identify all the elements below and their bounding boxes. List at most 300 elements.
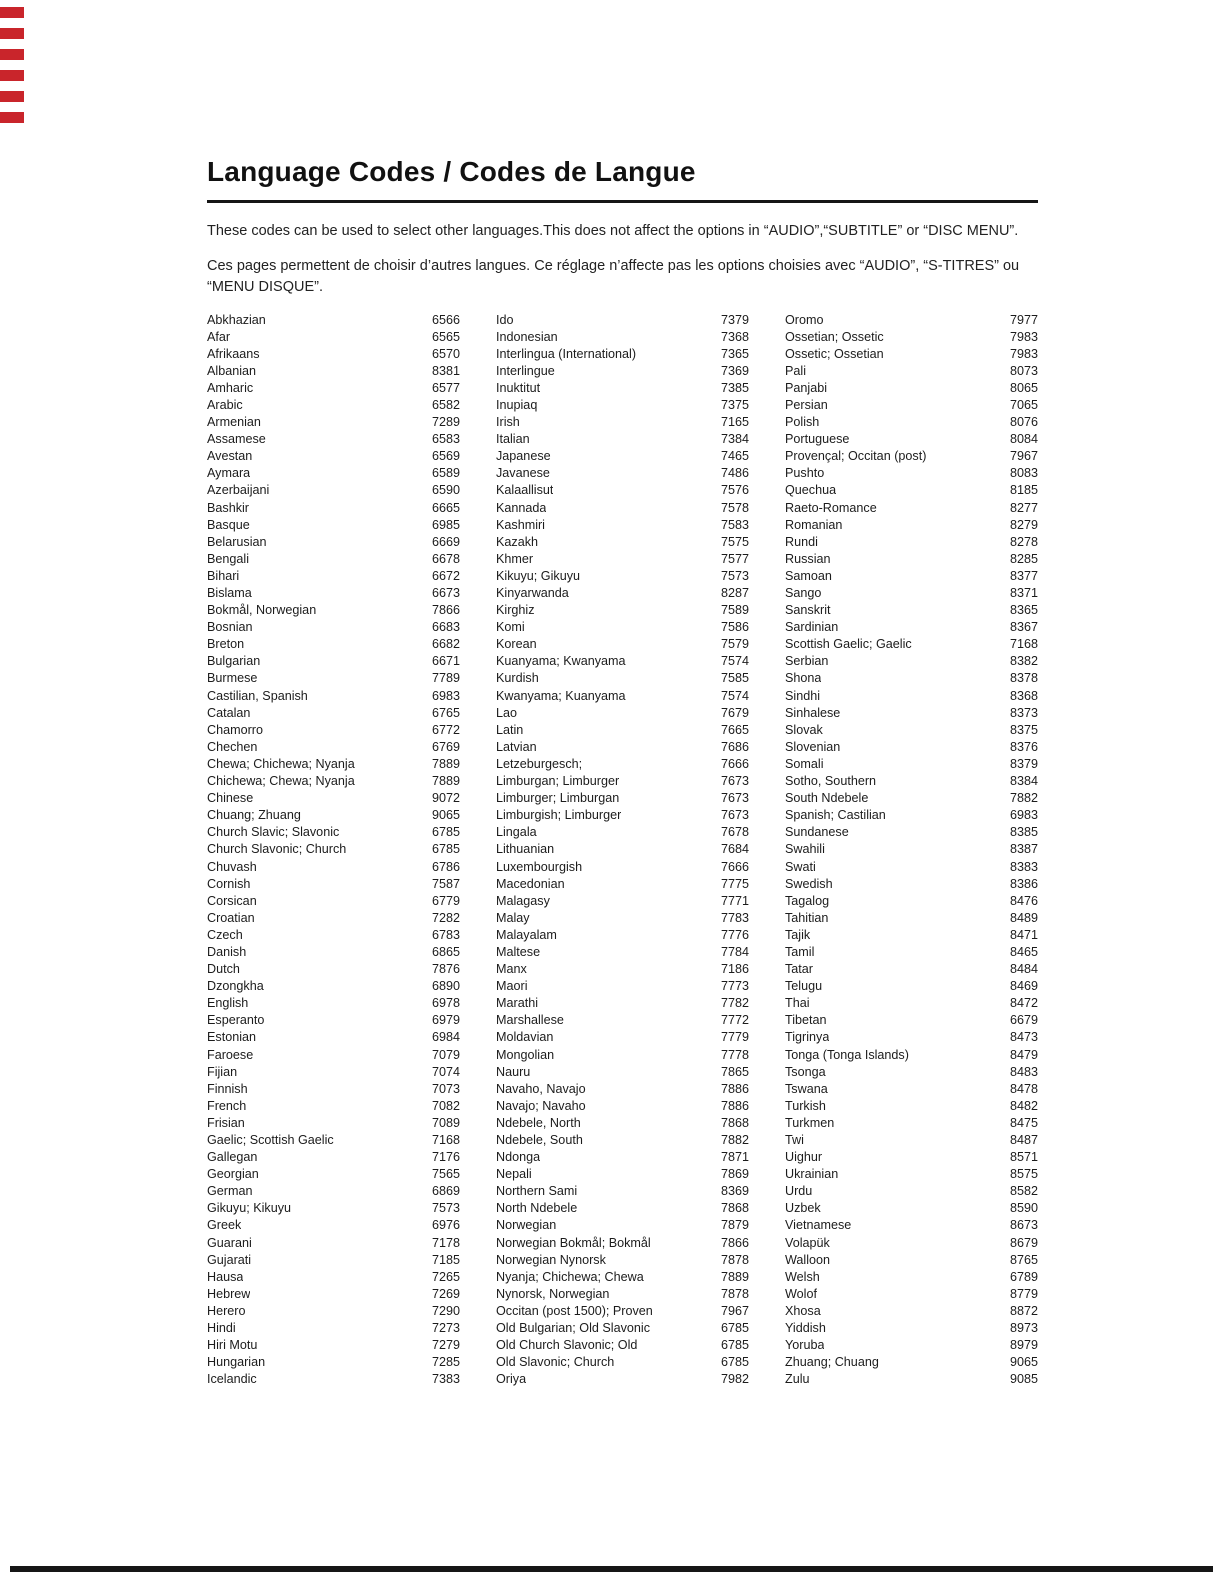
language-row	[496, 1012, 749, 1029]
language-name: Bengali	[207, 551, 250, 566]
language-name: Church Slavonic; Church	[207, 842, 347, 857]
language-row	[785, 927, 1038, 944]
language-row	[207, 995, 460, 1012]
language-code: 6665	[431, 500, 460, 515]
language-name: Breton	[207, 637, 245, 652]
language-row	[785, 978, 1038, 995]
language-name: Uighur	[785, 1150, 823, 1165]
language-name: Nyanja; Chichewa; Chewa	[496, 1269, 644, 1284]
language-name: Shona	[785, 671, 822, 686]
language-name: Marshallese	[496, 1013, 564, 1028]
language-code: 8384	[1009, 774, 1038, 789]
language-code: 8973	[1009, 1321, 1038, 1336]
language-code: 6785	[720, 1355, 749, 1370]
language-name: Limburgan; Limburger	[496, 774, 620, 789]
language-code: 6890	[431, 979, 460, 994]
language-row	[496, 1200, 749, 1217]
language-row	[496, 636, 749, 653]
language-name: Bihari	[207, 568, 240, 583]
language-code: 7882	[720, 1133, 749, 1147]
language-name: Sango	[785, 586, 822, 600]
language-code: 8285	[1009, 551, 1038, 566]
language-code: 6589	[431, 466, 460, 481]
language-name: Chinese	[207, 791, 254, 806]
language-code: 8367	[1009, 620, 1038, 635]
language-row	[207, 1200, 460, 1217]
language-name: Portuguese	[785, 432, 850, 447]
language-code: 7782	[720, 996, 749, 1011]
language-name: Assamese	[207, 432, 266, 447]
language-name: Arabic	[207, 397, 243, 412]
language-row	[785, 773, 1038, 790]
language-row	[496, 448, 749, 465]
language-code: 6769	[431, 739, 460, 754]
language-row	[496, 653, 749, 670]
language-code: 7869	[720, 1167, 749, 1182]
language-row	[207, 1166, 460, 1183]
language-row	[496, 705, 749, 722]
language-name: Twi	[785, 1133, 804, 1147]
language-code: 9065	[431, 808, 460, 823]
language-code: 8471	[1009, 927, 1038, 942]
language-name: Church Slavic; Slavonic	[207, 825, 340, 840]
language-code: 7778	[720, 1047, 749, 1062]
language-row	[496, 1064, 749, 1081]
language-code: 7773	[720, 979, 749, 994]
language-name: Bislama	[207, 586, 252, 600]
language-name: Albanian	[207, 363, 257, 378]
language-row	[207, 517, 460, 534]
language-code: 6683	[431, 620, 460, 635]
language-row	[207, 1252, 460, 1269]
language-code: 8376	[1009, 739, 1038, 754]
language-row	[207, 329, 460, 346]
language-code: 8765	[1009, 1252, 1038, 1267]
language-name: Malayalam	[496, 927, 557, 942]
language-name: Indonesian	[496, 329, 558, 344]
language-name: Latin	[496, 722, 524, 737]
language-code: 6985	[431, 517, 460, 532]
language-name: Armenian	[207, 415, 261, 430]
language-code: 8382	[1009, 654, 1038, 669]
language-name: Tigrinya	[785, 1030, 830, 1045]
language-code: 8378	[1009, 671, 1038, 686]
language-row	[785, 739, 1038, 756]
language-name: Provençal; Occitan (post)	[785, 449, 927, 464]
language-name: Tahitian	[785, 910, 829, 925]
intro-paragraph-fr: Ces pages permettent de choisir d’autres langues. Ce réglage n’affecte pas les options choisies avec “AUDIO”, “S-TITRES” ou “MENU DISQUE”.	[207, 257, 1020, 295]
language-row	[496, 893, 749, 910]
language-row	[496, 1149, 749, 1166]
language-row	[207, 859, 460, 876]
language-name: Zulu	[785, 1372, 810, 1387]
language-code: 7983	[1009, 346, 1038, 361]
language-code: 8065	[1009, 380, 1038, 395]
language-code: 6566	[431, 312, 460, 327]
language-row	[496, 756, 749, 773]
language-code: 7573	[720, 568, 749, 583]
language-name: Czech	[207, 927, 243, 942]
language-name: Javanese	[496, 466, 550, 481]
language-row	[785, 1166, 1038, 1183]
language-name: Slovenian	[785, 739, 841, 754]
language-name: Yoruba	[785, 1338, 825, 1353]
language-name: Nynorsk, Norwegian	[496, 1286, 610, 1301]
language-code: 6671	[431, 654, 460, 669]
language-name: Volapük	[785, 1235, 830, 1250]
language-name: Kirghiz	[496, 603, 535, 618]
language-name: Hausa	[207, 1269, 244, 1284]
language-code: 8083	[1009, 466, 1038, 481]
scan-artifact-mark	[0, 70, 24, 81]
language-code: 6678	[431, 551, 460, 566]
language-name: Northern Sami	[496, 1184, 578, 1199]
language-row	[785, 688, 1038, 705]
language-name: Russian	[785, 551, 831, 566]
language-row	[496, 910, 749, 927]
language-name: Nauru	[496, 1064, 531, 1079]
language-row	[496, 346, 749, 363]
language-code: 7265	[431, 1269, 460, 1284]
language-row	[785, 465, 1038, 482]
language-row	[207, 1269, 460, 1286]
language-row	[496, 1029, 749, 1046]
language-code: 8368	[1009, 688, 1038, 703]
language-code: 9072	[431, 791, 460, 806]
language-row	[785, 705, 1038, 722]
language-row	[207, 1047, 460, 1064]
language-name: Interlingue	[496, 363, 555, 378]
language-name: Swahili	[785, 842, 825, 857]
language-row	[207, 1064, 460, 1081]
language-name: Ndonga	[496, 1150, 541, 1165]
language-name: Hiri Motu	[207, 1338, 258, 1353]
scan-artifact-mark	[0, 49, 24, 60]
language-name: Limburgish; Limburger	[496, 808, 622, 823]
language-name: Abkhazian	[207, 312, 266, 327]
language-code: 6582	[431, 397, 460, 412]
language-name: Kashmiri	[496, 517, 545, 532]
language-name: Komi	[496, 620, 525, 635]
language-code: 7673	[720, 791, 749, 806]
language-code: 6785	[431, 825, 460, 840]
language-row	[207, 1354, 460, 1371]
language-name: Old Church Slavonic; Old	[496, 1338, 638, 1353]
language-code: 7665	[720, 722, 749, 737]
language-row	[496, 978, 749, 995]
language-row	[496, 312, 749, 329]
language-row	[785, 756, 1038, 773]
language-name: Estonian	[207, 1030, 257, 1045]
language-name: Tsonga	[785, 1064, 826, 1079]
language-name: Belarusian	[207, 534, 267, 549]
language-code: 8185	[1009, 483, 1038, 498]
language-name: Japanese	[496, 449, 551, 464]
language-row	[207, 534, 460, 551]
language-name: Moldavian	[496, 1030, 554, 1045]
language-code: 7365	[720, 346, 749, 361]
language-name: Swati	[785, 859, 816, 874]
language-row	[207, 927, 460, 944]
language-name: Bokmål, Norwegian	[207, 603, 317, 618]
language-code: 7684	[720, 842, 749, 857]
language-row	[207, 1149, 460, 1166]
language-code: 7866	[431, 603, 460, 618]
language-name: Samoan	[785, 568, 832, 583]
language-code: 7074	[431, 1064, 460, 1079]
language-row	[207, 380, 460, 397]
language-code: 8779	[1009, 1286, 1038, 1301]
language-code: 6783	[431, 927, 460, 942]
language-row	[496, 1354, 749, 1371]
language-name: Somali	[785, 756, 824, 771]
language-name: Manx	[496, 962, 527, 977]
language-code: 7889	[431, 756, 460, 771]
language-row	[496, 465, 749, 482]
language-row	[207, 346, 460, 363]
language-code: 6590	[431, 483, 460, 498]
language-name: Ossetian; Ossetic	[785, 329, 884, 344]
language-row	[496, 1235, 749, 1252]
language-row	[785, 431, 1038, 448]
language-row	[785, 1320, 1038, 1337]
language-code: 7771	[720, 893, 749, 908]
language-row	[496, 1371, 749, 1388]
language-row	[785, 1012, 1038, 1029]
language-code: 8872	[1009, 1303, 1038, 1318]
language-code: 6779	[431, 893, 460, 908]
language-row	[496, 329, 749, 346]
language-name: Azerbaijani	[207, 483, 270, 498]
language-code: 7585	[720, 671, 749, 686]
language-row	[496, 1303, 749, 1320]
language-code: 8475	[1009, 1115, 1038, 1130]
language-code: 7269	[431, 1286, 460, 1301]
language-row	[785, 1149, 1038, 1166]
language-code: 7575	[720, 534, 749, 549]
language-row	[207, 312, 460, 329]
language-name: Kalaallisut	[496, 483, 554, 498]
language-code: 8487	[1009, 1133, 1038, 1147]
language-row	[785, 636, 1038, 653]
language-row	[785, 346, 1038, 363]
language-code: 7673	[720, 808, 749, 823]
language-code: 8278	[1009, 534, 1038, 549]
language-name: Sanskrit	[785, 603, 831, 618]
language-row	[496, 722, 749, 739]
language-row	[207, 653, 460, 670]
language-row	[496, 859, 749, 876]
scan-artifact-mark	[0, 7, 24, 18]
language-name: Sundanese	[785, 825, 849, 840]
language-code: 7866	[720, 1235, 749, 1250]
language-code: 7889	[720, 1269, 749, 1284]
language-code: 7879	[720, 1218, 749, 1233]
language-code: 7772	[720, 1013, 749, 1028]
language-code: 7282	[431, 910, 460, 925]
language-code: 8381	[431, 363, 460, 378]
language-code: 8373	[1009, 705, 1038, 720]
language-name: Oromo	[785, 312, 824, 327]
language-row	[496, 1166, 749, 1183]
language-name: Kannada	[496, 500, 547, 515]
language-name: Sardinian	[785, 620, 839, 635]
language-name: Chuvash	[207, 859, 257, 874]
language-row	[785, 517, 1038, 534]
language-name: Malay	[496, 910, 530, 925]
language-code: 8673	[1009, 1218, 1038, 1233]
language-row	[207, 1235, 460, 1252]
language-code: 7168	[1009, 637, 1038, 652]
language-row	[207, 1217, 460, 1234]
language-row	[785, 602, 1038, 619]
language-row	[785, 824, 1038, 841]
language-name: Marathi	[496, 996, 538, 1011]
language-name: Rundi	[785, 534, 818, 549]
language-row	[207, 790, 460, 807]
language-code: 8484	[1009, 962, 1038, 977]
language-code: 7486	[720, 466, 749, 481]
language-row	[207, 739, 460, 756]
language-name: Gikuyu; Kikuyu	[207, 1201, 291, 1216]
language-code: 7983	[1009, 329, 1038, 344]
language-code: 6976	[431, 1218, 460, 1233]
language-row	[785, 1269, 1038, 1286]
language-code: 6765	[431, 705, 460, 720]
language-code: 6984	[431, 1030, 460, 1045]
language-name: Tajik	[785, 927, 811, 942]
language-row	[207, 705, 460, 722]
language-row	[785, 551, 1038, 568]
language-code: 6673	[431, 586, 460, 600]
language-row	[207, 551, 460, 568]
language-row	[207, 1286, 460, 1303]
language-row	[496, 773, 749, 790]
language-row	[785, 1252, 1038, 1269]
language-row	[785, 1337, 1038, 1354]
language-code: 7290	[431, 1303, 460, 1318]
language-name: Pali	[785, 363, 806, 378]
language-code: 8287	[720, 586, 749, 600]
language-name: Ido	[496, 312, 514, 327]
language-code: 7868	[720, 1115, 749, 1130]
language-code: 8073	[1009, 363, 1038, 378]
page-title: Language Codes / Codes de Langue	[207, 155, 1038, 203]
language-name: Italian	[496, 432, 530, 447]
language-code: 6785	[431, 842, 460, 857]
language-row	[496, 534, 749, 551]
language-name: Oriya	[496, 1372, 527, 1387]
language-code: 7789	[431, 671, 460, 686]
language-row	[785, 363, 1038, 380]
language-name: Amharic	[207, 380, 254, 395]
language-row	[785, 910, 1038, 927]
language-code: 8279	[1009, 517, 1038, 532]
language-name: Hebrew	[207, 1286, 251, 1301]
language-name: Turkish	[785, 1098, 826, 1113]
language-name: Xhosa	[785, 1303, 821, 1318]
language-name: Danish	[207, 944, 247, 959]
language-code: 8476	[1009, 893, 1038, 908]
language-code: 7886	[720, 1098, 749, 1113]
language-row	[207, 1098, 460, 1115]
language-code: 7368	[720, 329, 749, 344]
language-row	[785, 859, 1038, 876]
language-row	[207, 722, 460, 739]
language-row	[207, 431, 460, 448]
language-code: 8590	[1009, 1201, 1038, 1216]
language-row	[496, 1047, 749, 1064]
language-name: Finnish	[207, 1081, 248, 1096]
language-name: Zhuang; Chuang	[785, 1355, 879, 1370]
language-row	[207, 807, 460, 824]
language-code: 7878	[720, 1252, 749, 1267]
language-name: Kazakh	[496, 534, 539, 549]
language-row	[207, 397, 460, 414]
language-row	[785, 1354, 1038, 1371]
language-code: 7089	[431, 1115, 460, 1130]
language-row	[207, 1303, 460, 1320]
language-code: 7079	[431, 1047, 460, 1062]
language-name: Herero	[207, 1303, 246, 1318]
language-name: Sindhi	[785, 688, 821, 703]
language-row	[207, 688, 460, 705]
language-row	[207, 1132, 460, 1149]
language-row	[785, 534, 1038, 551]
language-code: 7977	[1009, 312, 1038, 327]
language-code: 7165	[720, 415, 749, 430]
language-row	[496, 517, 749, 534]
language-name: Tatar	[785, 962, 813, 977]
language-name: Dzongkha	[207, 979, 264, 994]
language-row	[496, 995, 749, 1012]
language-code: 7289	[431, 415, 460, 430]
language-name: Mongolian	[496, 1047, 555, 1062]
language-code: 7178	[431, 1235, 460, 1250]
language-name: Guarani	[207, 1235, 252, 1250]
language-row	[207, 756, 460, 773]
language-name: Tibetan	[785, 1013, 827, 1028]
language-code: 7279	[431, 1338, 460, 1353]
language-name: Navaho, Navajo	[496, 1081, 586, 1096]
language-code: 9065	[1009, 1355, 1038, 1370]
language-code: 6569	[431, 449, 460, 464]
language-row	[496, 876, 749, 893]
language-name: Castilian, Spanish	[207, 688, 308, 703]
language-name: Kuanyama; Kwanyama	[496, 654, 626, 669]
language-name: Wolof	[785, 1286, 817, 1301]
language-name: Cornish	[207, 876, 251, 891]
language-name: Latvian	[496, 739, 537, 754]
language-code: 8979	[1009, 1338, 1038, 1353]
language-row	[785, 653, 1038, 670]
language-name: Aymara	[207, 466, 251, 481]
bottom-rule	[10, 1566, 1213, 1572]
language-name: Yiddish	[785, 1321, 826, 1336]
language-name: Chamorro	[207, 722, 263, 737]
language-name: Interlingua (International)	[496, 346, 637, 361]
language-code: 7686	[720, 739, 749, 754]
language-row	[785, 329, 1038, 346]
language-row	[785, 1081, 1038, 1098]
language-code: 8571	[1009, 1150, 1038, 1165]
language-code: 9085	[1009, 1372, 1038, 1387]
language-code: 8469	[1009, 979, 1038, 994]
language-code: 6865	[431, 944, 460, 959]
language-row	[496, 1081, 749, 1098]
language-name: Panjabi	[785, 380, 828, 395]
language-code: 8371	[1009, 586, 1038, 600]
